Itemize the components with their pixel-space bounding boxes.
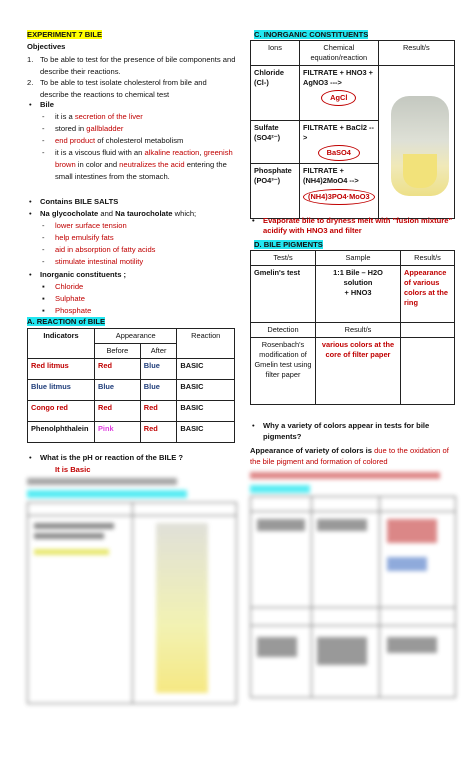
inorganic-heading: C. INORGANIC CONSTITUENTS: [254, 30, 369, 39]
bile-point: - end product of cholesterol metabolism: [42, 136, 184, 145]
phosphomolybdate-product: (NH4)3PO4·MoO3: [303, 189, 375, 205]
blurred-region: [250, 470, 455, 710]
table-row: Phenolphthalein Pink Red BASIC: [28, 422, 235, 443]
inorganic-item: ▪ Sulphate: [42, 294, 85, 303]
objectives-heading: Objectives: [27, 42, 66, 51]
inorganic-item: ▪ Chloride: [42, 282, 84, 291]
bile-point: - stored in gallbladder: [42, 124, 124, 133]
bile-section: [27, 99, 239, 183]
pigments-heading: D. BILE PIGMENTS: [254, 240, 323, 249]
table-row: Phosphate (PO4³⁻) FILTRATE + (NH4)2MoO4 --> (NH4)3PO4·MoO3: [251, 164, 455, 219]
objective-item: 1. To be able to test for the presence of bile components and describe their reactions.: [27, 55, 236, 76]
document-title: EXPERIMENT 7 BILE: [27, 30, 103, 39]
table-row: Chloride (Cl-) FILTRATE + HNO3 + AgNO3 ---> AgCl: [251, 66, 455, 121]
pigments-table: Test/s Sample Result/s Gmelin's test 1:1 Bile – H2O solution + HNO3 Appearance of various colors at the ring Detection Result/s Rosenbach's modification of Gmelin test using filter paper various colors at the core of filter paper: [250, 250, 455, 405]
header-reaction: Reaction: [177, 329, 235, 359]
header-appearance: Appearance: [95, 329, 177, 344]
salts-item: - aid in absorption of fatty acids: [42, 245, 156, 254]
bile-bullet: • Bile: [29, 100, 54, 109]
reaction-heading: A. REACTION of BILE: [27, 317, 106, 326]
bile-point: - it is a viscous fluid with an alkaline reaction, greenish brown in color and neutralizes the acid entering the small intestines from the stomach.: [42, 148, 233, 181]
blurred-region: [27, 474, 237, 714]
salts-item: - stimulate intestinal motility: [42, 257, 144, 266]
question-2: • Why a variety of colors appear in tests for bile pigments? Appearance of variety of colors is due to the oxidation of the bile pigment and formation of colored: [250, 421, 449, 466]
salts-line: • Na glycocholate and Na taurocholate which;: [29, 209, 197, 218]
table-row: Blue litmus Blue Blue BASIC: [28, 380, 235, 401]
bile-salts-section: [27, 196, 239, 317]
table-row: Sulfate (SO4²⁻) FILTRATE + BaCl2 --> BaSO4: [251, 121, 455, 164]
objective-item: 2. To be able to test isolate cholesterol from bile and describe the reactions to chemical test: [27, 78, 207, 99]
agcl-product: AgCl: [321, 90, 356, 106]
bile-point: - it is a secretion of the liver: [42, 112, 143, 121]
inorganic-table: Ions Chemical equation/reaction Result/s Chloride (Cl-) FILTRATE + HNO3 + AgNO3 ---> AgCl Sulfate (SO4²⁻) FILTRATE + BaCl2 --> BaSO4 Phosphate (PO4³⁻) FILTRATE + (NH4)2MoO4 --> (NH4)3PO4·MoO3: [250, 40, 455, 219]
salts-bullet: • Contains BILE SALTS: [29, 197, 119, 206]
evaporate-note: • Evaporate bile to dryness melt with "fusion mixture" acidify with HNO3 and filter: [252, 216, 453, 235]
reaction-table: [27, 328, 235, 443]
result-photo: [378, 66, 454, 219]
header-indicators: Indicators: [28, 329, 95, 359]
inorganic-item: ▪ Phosphate: [42, 306, 92, 315]
baso4-product: BaSO4: [318, 145, 360, 161]
header-after: After: [140, 344, 177, 359]
header-before: Before: [95, 344, 141, 359]
table-row: Red litmus Red Blue BASIC: [28, 359, 235, 380]
table-row: Congo red Red Red BASIC: [28, 401, 235, 422]
inorganic-bullet: • Inorganic constituents ;: [29, 270, 127, 279]
question-1: • What is the pH or reaction of the BILE ? It is Basic: [29, 453, 184, 474]
table-row: Gmelin's test 1:1 Bile – H2O solution + HNO3 Appearance of various colors at the ring: [251, 266, 455, 323]
table-row: Rosenbach's modification of Gmelin test using filter paper various colors at the core of filter paper: [251, 338, 455, 405]
objectives-list: [27, 54, 237, 100]
salts-item: - lower surface tension: [42, 221, 127, 230]
salts-item: - help emulsify fats: [42, 233, 114, 242]
